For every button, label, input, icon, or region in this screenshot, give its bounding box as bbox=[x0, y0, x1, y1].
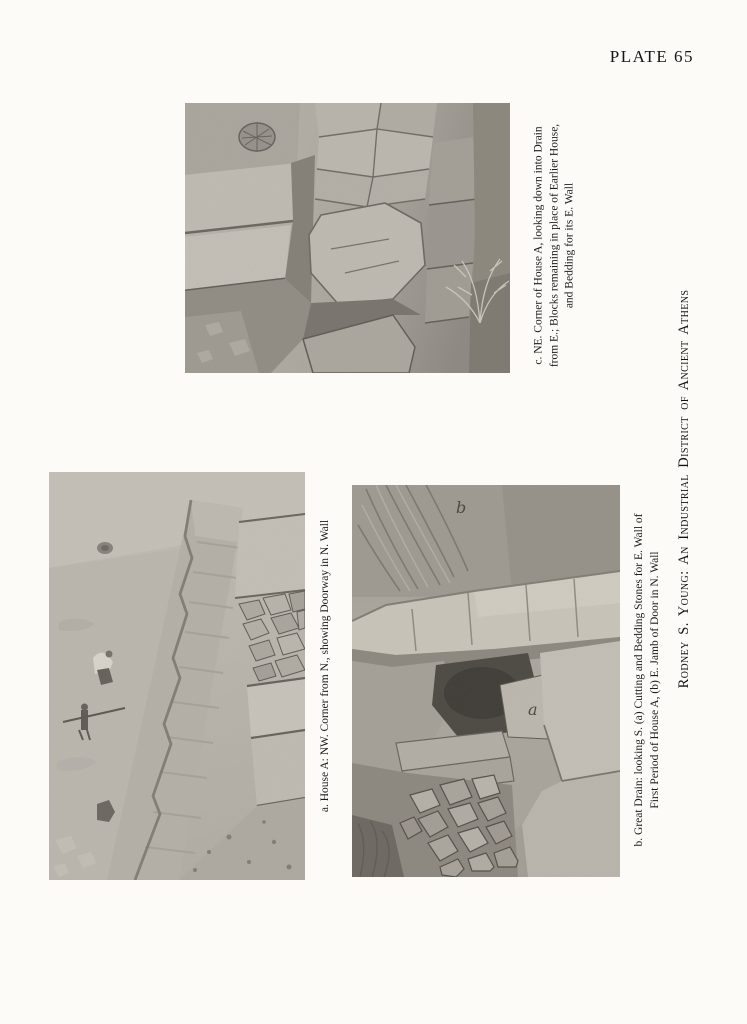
caption-a bbox=[318, 501, 334, 831]
caption-b-line: b. Great Drain: looking S. (a) Cutting and Bedding Stones for E. Wall of bbox=[633, 513, 645, 847]
photo-a bbox=[49, 472, 305, 880]
attribution: Rodney S. Young: An Industrial District of Ancient Athens bbox=[676, 289, 692, 689]
photo-c bbox=[185, 103, 510, 373]
photo-b bbox=[352, 485, 620, 877]
plate-label: PLATE 65 bbox=[609, 47, 694, 66]
caption-c-line: from E.; Blocks remaining in place of Earlier House, bbox=[548, 123, 560, 368]
photo-mark-b: b bbox=[456, 498, 467, 517]
caption-a-line: a. House A: NW. Corner from N., showing Doorway in N. Wall bbox=[319, 519, 331, 813]
caption-c-line: and Bedding for its E. Wall bbox=[563, 182, 576, 309]
photo-c-image bbox=[185, 103, 510, 373]
caption-b-line: First Period of House A, (b) E. Jamb of Door in N. Wall bbox=[648, 551, 661, 809]
caption-b bbox=[632, 485, 664, 875]
photo-mark-a: a bbox=[528, 700, 538, 719]
caption-c bbox=[532, 96, 579, 396]
photo-b-image bbox=[352, 485, 620, 877]
caption-c-line: c. NE. Corner of House A, looking down into Drain bbox=[532, 126, 545, 365]
photo-a-image bbox=[49, 472, 305, 880]
